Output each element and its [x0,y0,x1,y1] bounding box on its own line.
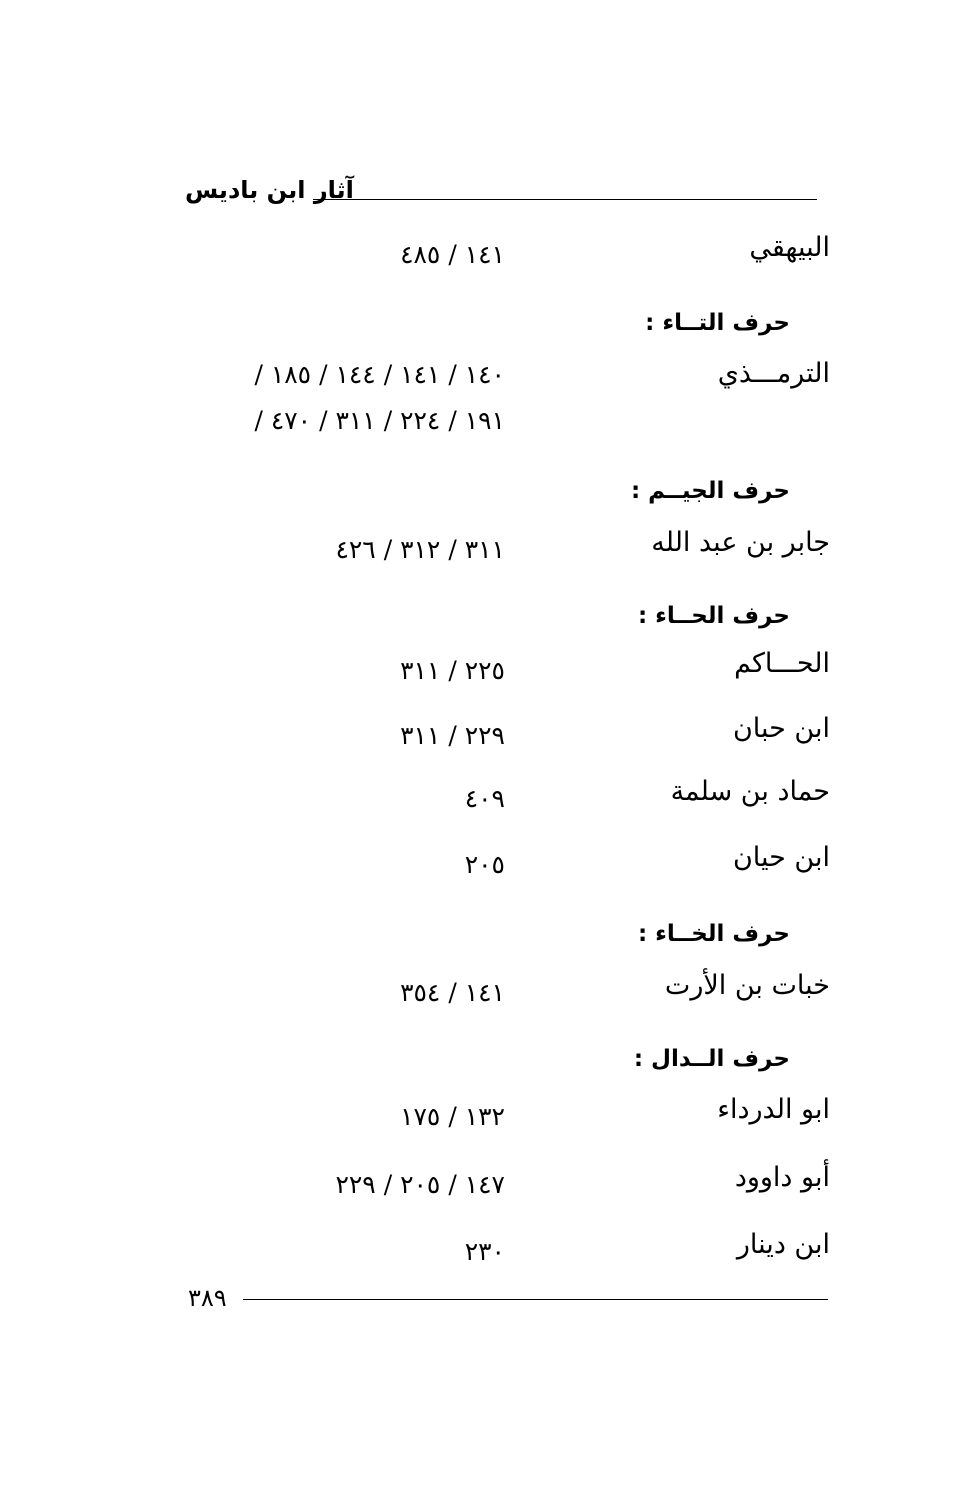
footer-rule [243,1299,828,1300]
entry-refs-line: ١٩١ / ٢٢٤ / ٣١١ / ٤٧٠ / [254,406,505,435]
book-title: آثار ابن باديس [185,176,354,204]
page-footer [188,1284,828,1314]
entry-refs: ١٤١ / ٤٨٥ [400,240,505,269]
page-number: ٣٨٩ [188,1284,227,1312]
entry-refs [254,352,505,444]
entry-name: البيهقي [749,232,830,263]
entry-refs-line: ١٤٠ / ١٤١ / ١٤٤ / ١٨٥ / [254,360,505,389]
letter-heading: حرف الــدال : [633,1046,790,1072]
header-rule [313,199,817,200]
entry-name: ابن دينار [736,1229,830,1260]
entry-refs: ٢٣٠ [464,1237,505,1266]
entry-name: ابن حيان [732,842,830,873]
entry-refs: ٢٠٥ [464,850,505,879]
entry-name: الترمـــذي [717,358,830,389]
letter-heading: حرف الحــاء : [637,603,790,629]
entry-refs: ٤٠٩ [464,784,505,813]
letter-heading: حرف الجيــم : [630,478,790,504]
entry-name: جابر بن عبد الله [651,527,830,558]
entry-name: الحـــاكم [734,648,830,679]
letter-heading: حرف التــاء : [645,310,790,336]
entry-name: حماد بن سلمة [670,776,830,807]
entry-name: ابو الدرداء [717,1094,830,1125]
entry-name: أبو داوود [734,1162,830,1193]
entry-refs: ١٤٧ / ٢٠٥ / ٢٢٩ [335,1170,505,1199]
entry-refs: ١٣٢ / ١٧٥ [400,1102,505,1131]
entry-refs: ٢٢٥ / ٣١١ [400,656,505,685]
entry-name: خبات بن الأرت [664,970,830,1001]
entry-name: ابن حبان [732,713,830,744]
entry-refs: ١٤١ / ٣٥٤ [400,978,505,1007]
entry-refs: ٣١١ / ٣١٢ / ٤٢٦ [335,535,505,564]
entry-refs: ٢٢٩ / ٣١١ [400,721,505,750]
page-header [185,176,825,210]
letter-heading: حرف الخــاء : [637,921,790,947]
